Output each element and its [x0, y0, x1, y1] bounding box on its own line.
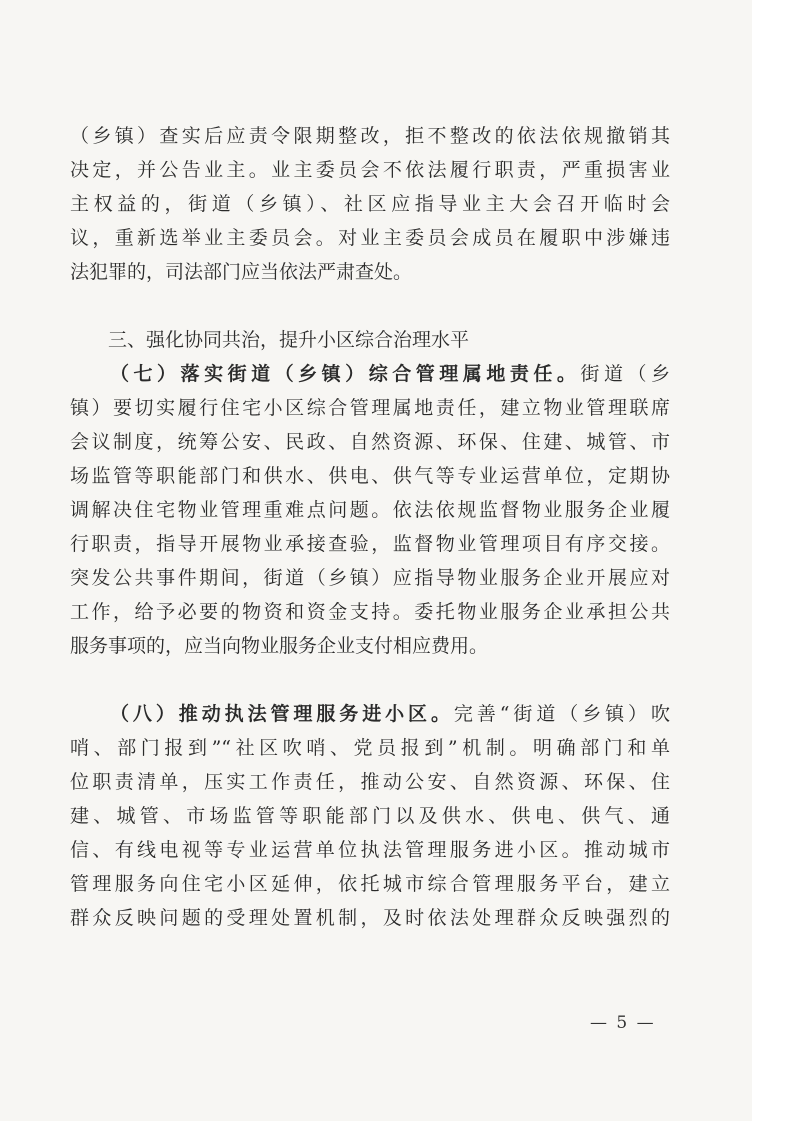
page-margin	[752, 0, 794, 1121]
paragraph-line: 工作，给予必要的物资和资金支持。委托物业服务企业承担公共	[70, 601, 670, 623]
item8-first-line	[70, 697, 670, 731]
item7-first-line	[70, 357, 670, 391]
paragraph-line: 群众反映问题的受理处置机制，及时依法处理群众反映强烈的	[70, 907, 670, 929]
paragraph-line: 位职责清单，压实工作责任，推动公安、自然资源、环保、住	[70, 771, 670, 793]
paragraph-line: 服务事项的，应当向物业服务企业支付相应费用。	[70, 635, 489, 657]
paragraph-line: 行职责，指导开展物业承接查验，监督物业管理项目有序交接。	[70, 533, 670, 555]
paragraph-line: 管理服务向住宅小区延伸，依托城市综合管理服务平台，建立	[70, 873, 670, 895]
paragraph-line: （乡镇）查实后应责令限期整改，拒不整改的依法依规撤销其	[70, 125, 670, 147]
item8-first-tail: 完善“街道（乡镇）吹	[453, 703, 670, 725]
paragraph-line: 哨、部门报到”“社区吹哨、党员报到”机制。明确部门和单	[70, 737, 670, 759]
item7-first-tail: 街道（乡	[580, 363, 670, 385]
paragraph-line: 镇）要切实履行住宅小区综合管理属地责任，建立物业管理联席	[70, 397, 670, 419]
section-heading: 三、强化协同共治，提升小区综合治理水平	[108, 329, 470, 351]
item7-title: （七）落实街道（乡镇）综合管理属地责任。	[110, 363, 581, 385]
item8-title: （八）推动执法管理服务进小区。	[110, 703, 454, 725]
paragraph-line: 决定，并公告业主。业主委员会不依法履行职责，严重损害业	[70, 159, 670, 181]
paragraph-line: 法犯罪的，司法部门应当依法严肃查处。	[70, 261, 413, 283]
page-number: — 5 —	[590, 1013, 656, 1033]
paragraph-line: 会议制度，统筹公安、民政、自然资源、环保、住建、城管、市	[70, 431, 670, 453]
paragraph-line: 场监管等职能部门和供水、供电、供气等专业运营单位，定期协	[70, 465, 670, 487]
paragraph-line: 信、有线电视等专业运营单位执法管理服务进小区。推动城市	[70, 839, 670, 861]
paragraph-line: 主权益的，街道（乡镇）、社区应指导业主大会召开临时会	[70, 193, 670, 215]
paragraph-line: 议，重新选举业主委员会。对业主委员会成员在履职中涉嫌违	[70, 227, 670, 249]
paragraph-line: 建、城管、市场监管等职能部门以及供水、供电、供气、通	[70, 805, 670, 827]
paragraph-line: 突发公共事件期间，街道（乡镇）应指导物业服务企业开展应对	[70, 567, 670, 589]
paragraph-line: 调解决住宅物业管理重难点问题。依法依规监督物业服务企业履	[70, 499, 670, 521]
